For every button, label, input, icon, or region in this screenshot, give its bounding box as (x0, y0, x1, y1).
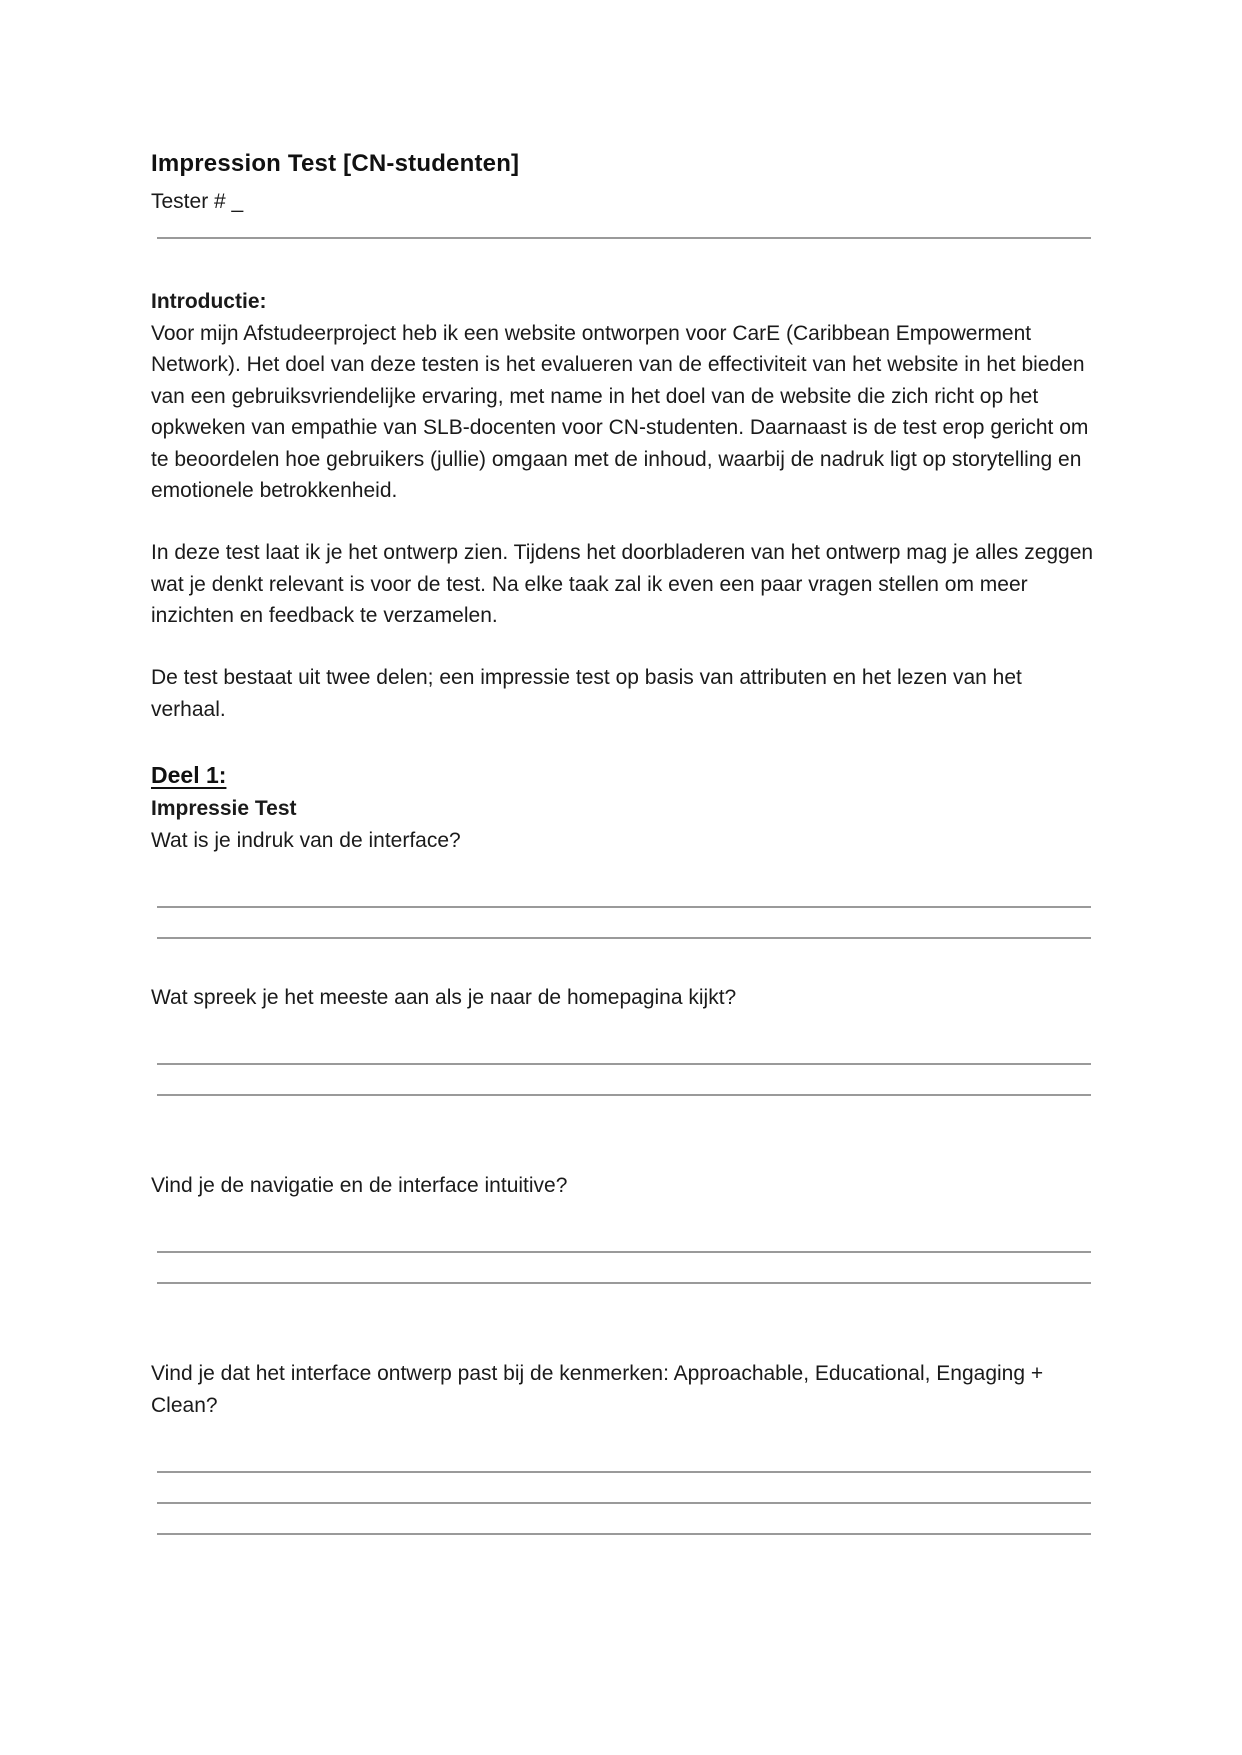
question-3: Vind je de navigatie en de interface intuitive? (151, 1174, 568, 1197)
question-2: Wat spreek je het meeste aan als je naar de homepagina kijkt? (151, 986, 737, 1009)
answer-line[interactable] (157, 906, 1091, 908)
intro-heading: Introductie: (151, 290, 267, 313)
answer-line[interactable] (157, 1502, 1091, 1504)
answer-line[interactable] (157, 1282, 1091, 1284)
question-1: Wat is je indruk van de interface? (151, 829, 461, 852)
answer-line[interactable] (157, 937, 1091, 939)
intro-paragraph: In deze test laat ik je het ontwerp zien. Tijdens het doorbladeren van het ontwerp mag je alles zeggen wat je denkt relevant is voor de test. Na elke taak zal ik even een paar vragen stellen om meer inzichten en feedback te verzamelen. (151, 541, 1094, 627)
answer-line[interactable] (157, 1533, 1091, 1535)
answer-line[interactable] (157, 1063, 1091, 1065)
instructions-paragraph (151, 537, 1096, 632)
intro-paragraph: De test bestaat uit twee delen; een impressie test op basis van attributen en het lezen van het verhaal. (151, 666, 1022, 721)
answer-line[interactable] (157, 1251, 1091, 1253)
header-divider (157, 237, 1091, 239)
structure-paragraph (151, 662, 1096, 725)
answer-line[interactable] (157, 1471, 1091, 1473)
intro-section (151, 286, 1096, 507)
tester-label: Tester # _ (151, 190, 244, 213)
answer-line[interactable] (157, 1094, 1091, 1096)
intro-paragraph: Voor mijn Afstudeerproject heb ik een website ontworpen voor CarE (Caribbean Empowerment Network). Het doel van deze testen is het evalueren van de effectiviteit van het website in het bieden van een gebruiksvriendelijke ervaring, met name in het doel van de website die zich richt op het opkweken van empathie van SLB-docenten voor CN-studenten. Daarnaast is de test erop gericht om te beoordelen hoe gebruikers (jullie) omgaan met de inhoud, waarbij de nadruk ligt op storytelling en emotionele betrokkenheid. (151, 321, 1089, 502)
part-1-heading: Deel 1: (151, 762, 227, 788)
impression-test-heading: Impressie Test (151, 797, 297, 820)
question-4: Vind je dat het interface ontwerp past bij de kenmerken: Approachable, Educational, Engaging + Clean? (151, 1362, 1044, 1417)
document-title: Impression Test [CN-studenten] (151, 150, 520, 177)
